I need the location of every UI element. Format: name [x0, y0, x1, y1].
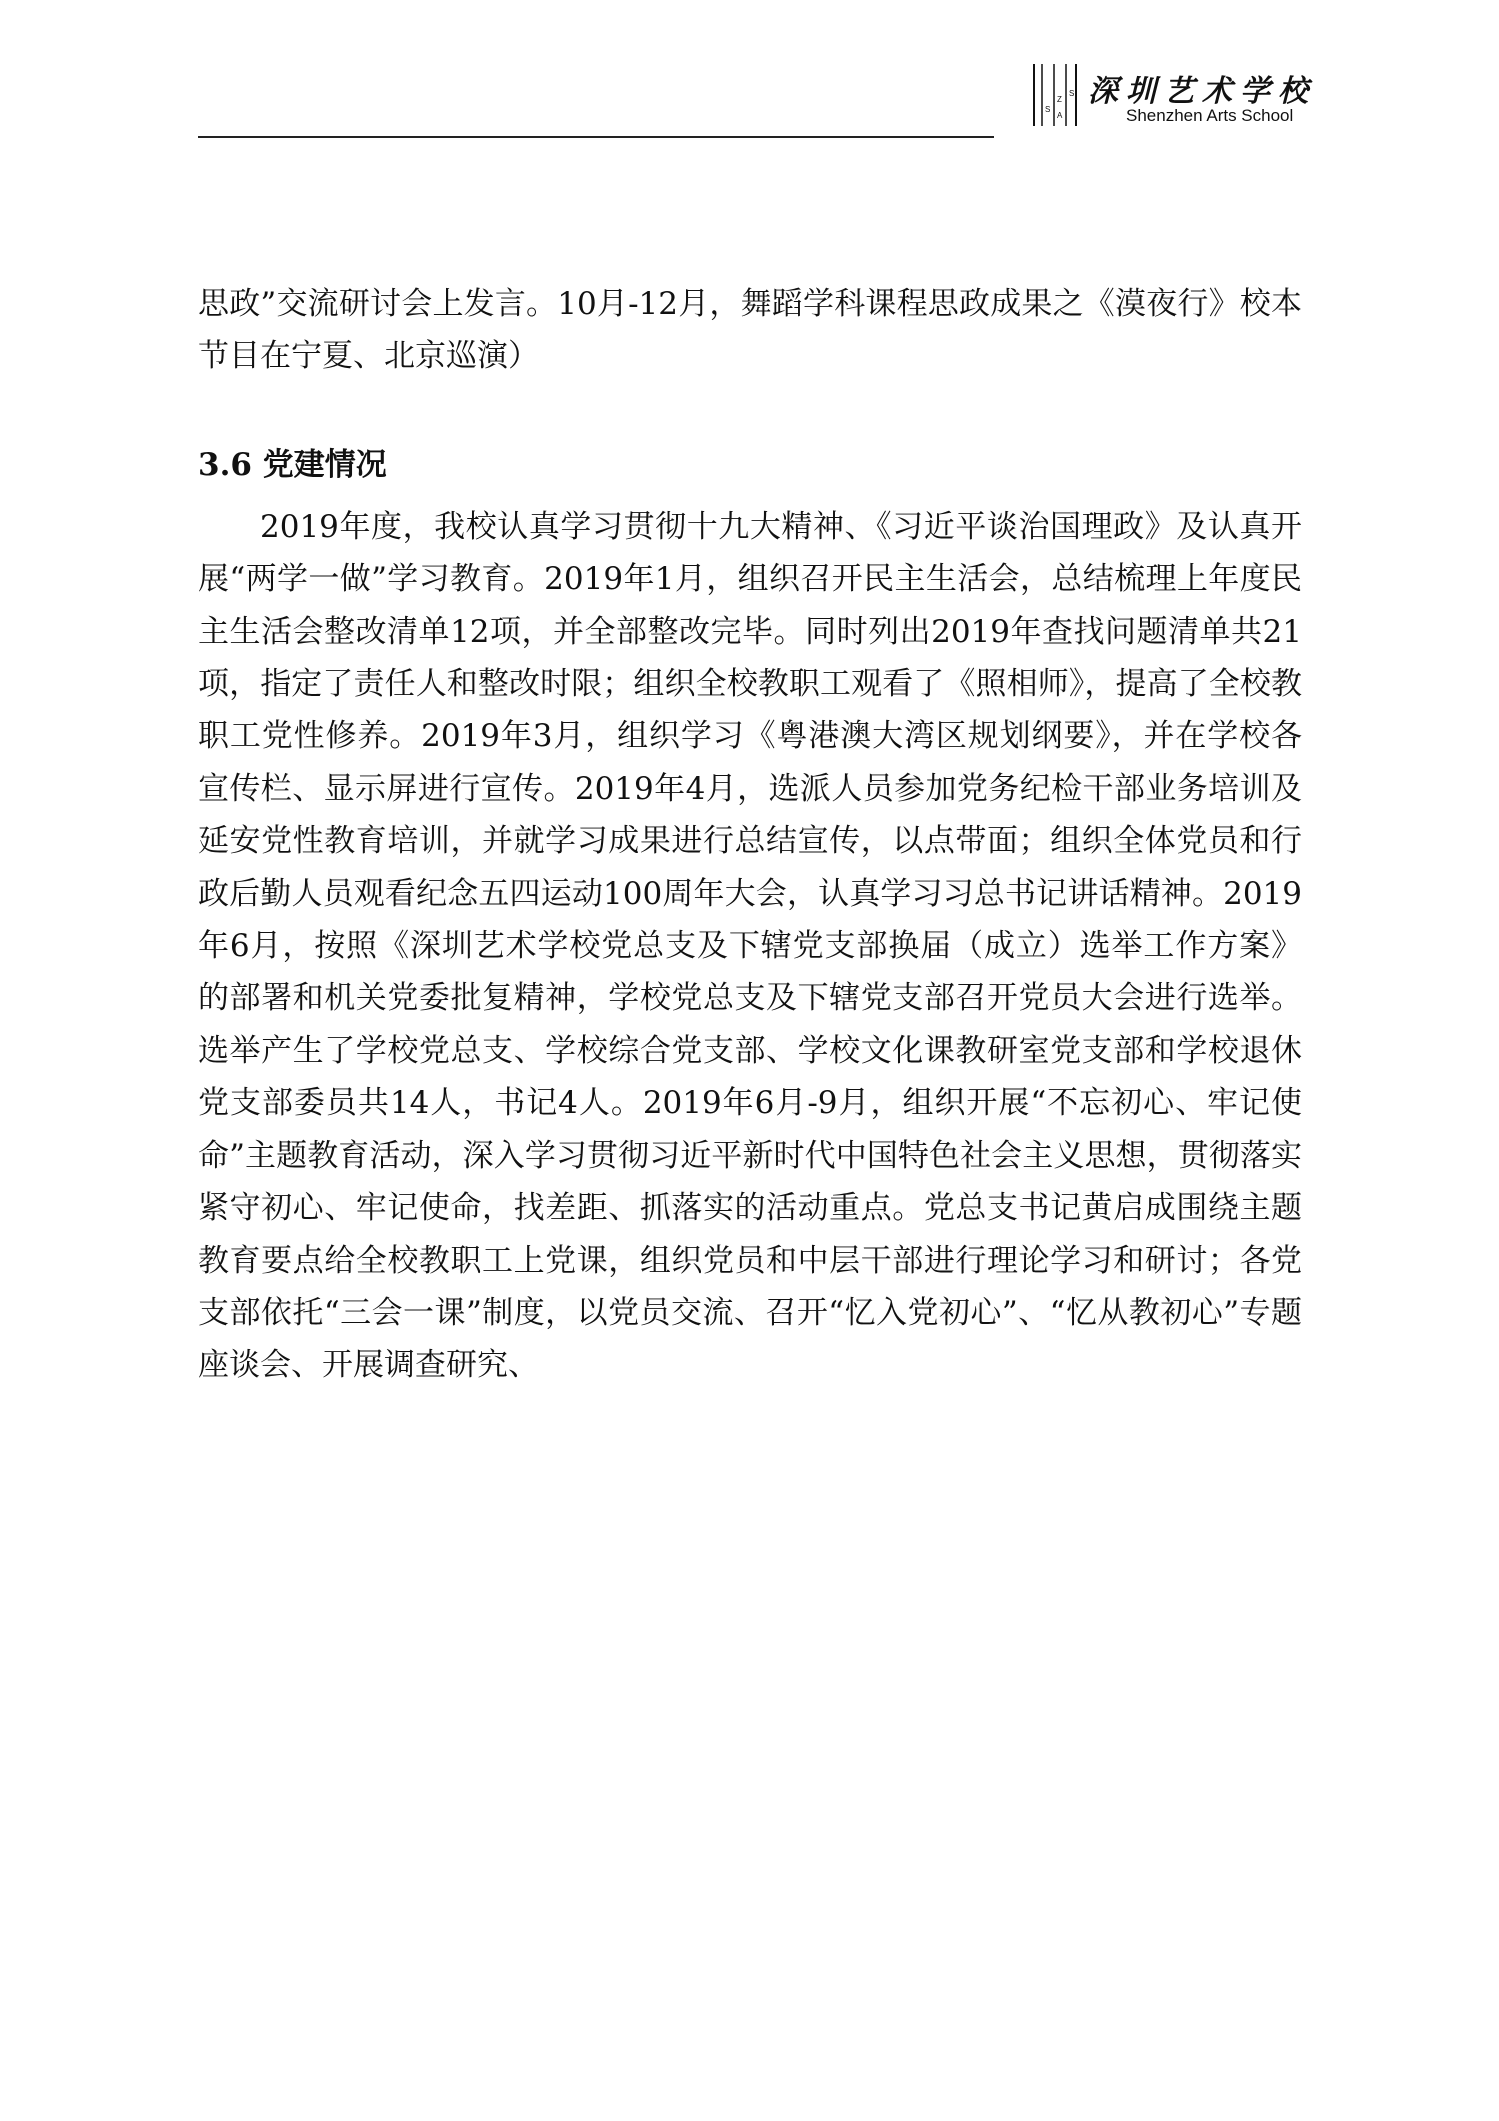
section-paragraph: 2019年度，我校认真学习贯彻十九大精神、《习近平谈治国理政》及认真开展“两学一做”学习教育。2019年1月，组织召开民主生活会，总结梳理上年度民主生活会整改清单12项，并全部整改完毕。同时列出2019年查找问题清单共21项，指定了责任人和整改时限；组织全校教职工观看了《照相师》，提高了全校教职工党性修养。2019年3月，组织学习《粤港澳大湾区规划纲要》，并在学校各宣传栏、显示屏进行宣传。2019年4月，选派人员参加党务纪检干部业务培训及延安党性教育培训，并就学习成果进行总结宣传，以点带面；组织全体党员和行政后勤人员观看纪念五四运动100周年大会，认真学习习总书记讲话精神。2019年6月，按照《深圳艺术学校党总支及下辖党支部换届（成立）选举工作方案》的部署和机关党委批复精神，学校党总支及下辖党支部召开党员大会进行选举。选举产生了学校党总支、学校综合党支部、学校文化课教研室党支部和学校退休党支部委员共14人，书记4人。2019年6月-9月，组织开展“不忘初心、牢记使命”主题教育活动，深入学习贯彻习近平新时代中国特色社会主义思想，贯彻落实紧守初心、牢记使命，找差距、抓落实的活动重点。党总支书记黄启成围绕主题教育要点给全校教职工上党课，组织党员和中层干部进行理论学习和研讨；各党支部依托“三会一课”制度，以党员交流、召开“忆入党初心”、“忆从教初心”专题座谈会、开展调查研究、	[198, 508, 1302, 1384]
page-body	[198, 278, 1302, 1392]
school-logo	[1030, 62, 1330, 132]
school-name-chinese: 深圳艺术学校	[1088, 74, 1316, 109]
svg-text:S: S	[1069, 89, 1075, 98]
header-divider	[198, 136, 994, 138]
continuation-paragraph: 思政”交流研讨会上发言。10月-12月，舞蹈学科课程思政成果之《漠夜行》校本节目在宁夏、北京巡演）	[198, 286, 1302, 375]
svg-text:A: A	[1057, 111, 1063, 120]
school-name-english: Shenzhen Arts School	[1126, 106, 1294, 125]
svg-text:Z: Z	[1057, 95, 1062, 104]
svg-text:S: S	[1045, 105, 1051, 114]
section-heading: 3.6 党建情况	[198, 446, 387, 483]
school-logo-mark-icon	[1030, 62, 1078, 128]
